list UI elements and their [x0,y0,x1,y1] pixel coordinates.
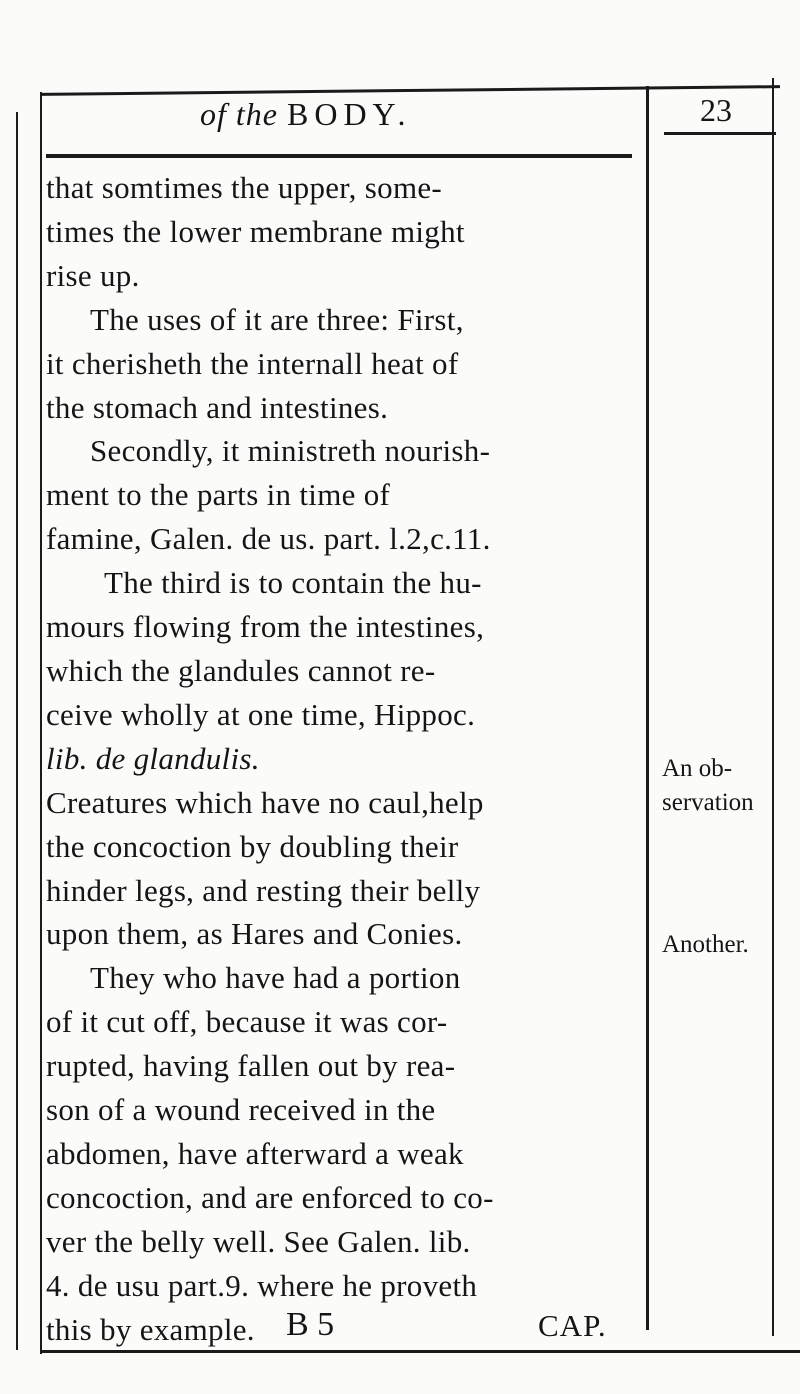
text-line: Creatures which have no caul,help [46,784,484,820]
text-line: The uses of it are three: First, [90,301,464,337]
citation-line: lib. de glandulis. [46,740,260,776]
margin-note-another: Another. [662,931,749,958]
text-line: hinder legs, and resting their belly [46,872,481,908]
text-line: times the lower membrane might [46,213,465,249]
text-line: son of a wound received in the [46,1092,436,1128]
body-text [46,166,634,1351]
text-line: rise up. [46,257,140,293]
margin-note-observation: An ob- [662,755,733,782]
text-line: Secondly, it ministreth nourish- [90,433,491,469]
text-line: that somtimes the upper, some- [46,170,443,205]
text-line: it cherisheth the internall heat of [46,345,459,381]
text-line-with-citation: 4. de usu part.9. where he proveth [46,1267,478,1303]
text-line: They who have had a portion [90,960,461,996]
text-line: this by example. [46,1311,255,1347]
column-divider [646,86,649,1330]
text-line: concoction, and are enforced to co- [46,1179,494,1215]
left-outer-border [16,112,18,1350]
page-number: 23 [700,92,732,128]
text-line: which the glandules cannot re- [46,652,436,688]
text-line: abdomen, have afterward a weak [46,1135,464,1171]
text-line-with-citation: famine, Galen. de us. part. l.2,c.11. [46,521,491,557]
header-underline [46,154,632,158]
text-line: of it cut off, because it was cor- [46,1004,448,1040]
text-line-with-citation: ceive wholly at one time, Hippoc. [46,696,476,732]
text-line-with-citation: ver the belly well. See Galen. lib. [46,1223,471,1259]
text-line: The third is to contain the hu- [104,565,482,601]
running-title: of the BODY. [200,96,412,132]
text-line: upon them, as Hares and Conies. [46,916,463,952]
text-line: the stomach and intestines. [46,389,389,425]
right-border [772,78,774,1336]
left-border [40,92,42,1354]
catchword: CAP. [538,1308,607,1343]
text-line: the concoction by doubling their [46,828,459,864]
text-line: rupted, having fallen out by rea- [46,1048,456,1084]
text-line: ment to the parts in time of [46,477,391,513]
margin-header-rule [664,132,776,135]
signature-mark: B 5 [286,1306,335,1343]
margin-note-observation-2: servation [662,789,754,816]
text-line: mours flowing from the intestines, [46,609,485,645]
